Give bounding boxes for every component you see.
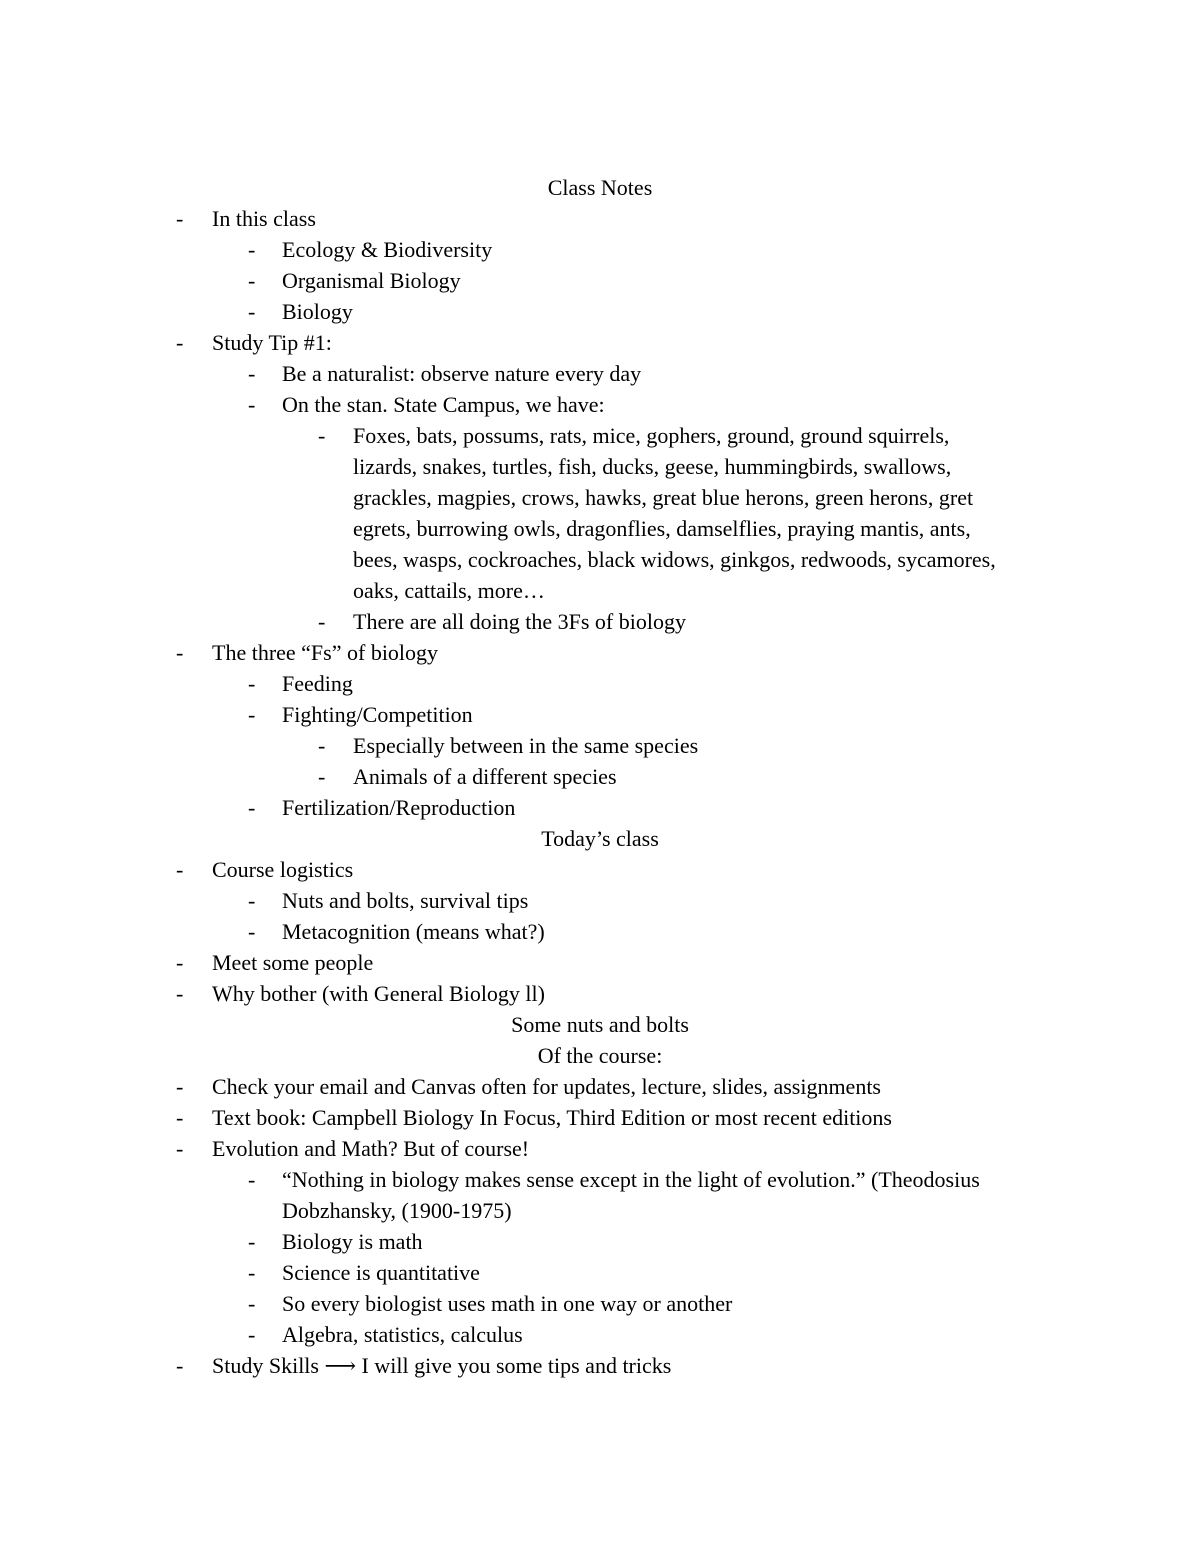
list-item-text: lizards, snakes, turtles, fish, ducks, geese, hummingbirds, swallows, <box>353 454 952 479</box>
list-item-level-2 <box>0 389 1200 420</box>
list-item-continuation <box>0 451 1200 482</box>
bullet-dash: - <box>248 361 256 386</box>
list-item-text: egrets, burrowing owls, dragonflies, damselflies, praying mantis, ants, <box>353 516 971 541</box>
list-item-text: Algebra, statistics, calculus <box>282 1322 523 1347</box>
bullet-dash: - <box>248 1167 256 1192</box>
list-item-level-2 <box>0 358 1200 389</box>
list-item-text: Foxes, bats, possums, rats, mice, gophers, ground, ground squirrels, <box>353 423 950 448</box>
list-item-continuation <box>0 575 1200 606</box>
list-item-level-2 <box>0 916 1200 947</box>
list-item-text: The three “Fs” of biology <box>212 640 439 665</box>
list-item-level-1 <box>0 1133 1200 1164</box>
bullet-dash: - <box>176 950 184 975</box>
list-item-level-2 <box>0 699 1200 730</box>
section-heading: Class Notes <box>547 175 653 200</box>
list-item-text: Metacognition (means what?) <box>282 919 545 944</box>
bullet-dash: - <box>318 423 326 448</box>
list-item-level-3 <box>0 761 1200 792</box>
bullet-dash: - <box>248 1291 256 1316</box>
list-item-level-2 <box>0 792 1200 823</box>
list-item-text: Dobzhansky, (1900-1975) <box>282 1198 512 1223</box>
list-item-level-2 <box>0 296 1200 327</box>
list-item-level-1 <box>0 1350 1200 1381</box>
list-item-text: Course logistics <box>212 857 354 882</box>
list-item-level-2 <box>0 668 1200 699</box>
list-item-level-3 <box>0 730 1200 761</box>
list-item-level-2 <box>0 1288 1200 1319</box>
list-item-level-2 <box>0 1226 1200 1257</box>
bullet-dash: - <box>248 795 256 820</box>
bullet-dash: - <box>248 392 256 417</box>
bullet-dash: - <box>176 640 184 665</box>
list-item-text: “Nothing in biology makes sense except in the light of evolution.” (Theodosius <box>282 1167 980 1192</box>
bullet-dash: - <box>176 1074 184 1099</box>
list-item-text: Nuts and bolts, survival tips <box>282 888 529 913</box>
list-item-text: Ecology & Biodiversity <box>282 237 493 262</box>
list-item-text: So every biologist uses math in one way or another <box>282 1291 733 1316</box>
list-item-continuation <box>0 1195 1200 1226</box>
list-item-level-1 <box>0 327 1200 358</box>
list-item-level-2 <box>0 1164 1200 1195</box>
bullet-dash: - <box>176 206 184 231</box>
bullet-dash: - <box>248 1260 256 1285</box>
bullet-dash: - <box>248 268 256 293</box>
section-heading: Some nuts and bolts <box>511 1012 689 1037</box>
list-item-level-2 <box>0 1257 1200 1288</box>
list-item-text: Biology is math <box>282 1229 423 1254</box>
list-item-text: Study Skills ⟶ I will give you some tips and tricks <box>212 1353 672 1378</box>
list-item-level-1 <box>0 854 1200 885</box>
list-item-text: Text book: Campbell Biology In Focus, Third Edition or most recent editions <box>212 1105 892 1130</box>
section-heading: Of the course: <box>537 1043 663 1068</box>
bullet-dash: - <box>176 1105 184 1130</box>
list-item-text: Check your email and Canvas often for updates, lecture, slides, assignments <box>212 1074 881 1099</box>
list-item-text: Be a naturalist: observe nature every day <box>282 361 642 386</box>
bullet-dash: - <box>248 702 256 727</box>
bullet-dash: - <box>176 857 184 882</box>
bullet-dash: - <box>318 764 326 789</box>
list-item-level-1 <box>0 637 1200 668</box>
list-item-text: Fighting/Competition <box>282 702 473 727</box>
document-page <box>0 172 1200 1381</box>
list-item-text: Study Tip #1: <box>212 330 332 355</box>
bullet-dash: - <box>318 733 326 758</box>
list-item-level-1 <box>0 1071 1200 1102</box>
list-item-text: Organismal Biology <box>282 268 461 293</box>
bullet-dash: - <box>318 609 326 634</box>
list-item-text: In this class <box>212 206 316 231</box>
list-item-text: Biology <box>282 299 353 324</box>
list-item-text: grackles, magpies, crows, hawks, great blue herons, green herons, gret <box>353 485 974 510</box>
list-item-text: bees, wasps, cockroaches, black widows, ginkgos, redwoods, sycamores, <box>353 547 996 572</box>
list-item-continuation <box>0 513 1200 544</box>
list-item-text: Animals of a different species <box>353 764 617 789</box>
list-item-level-2 <box>0 1319 1200 1350</box>
bullet-dash: - <box>248 1322 256 1347</box>
bullet-dash: - <box>176 981 184 1006</box>
list-item-level-1 <box>0 947 1200 978</box>
list-item-level-2 <box>0 234 1200 265</box>
list-item-text: Why bother (with General Biology ll) <box>212 981 545 1006</box>
bullet-dash: - <box>176 1136 184 1161</box>
list-item-continuation <box>0 544 1200 575</box>
list-item-text: Science is quantitative <box>282 1260 480 1285</box>
notes-body <box>0 172 1200 1381</box>
list-item-level-1 <box>0 203 1200 234</box>
list-item-level-1 <box>0 1102 1200 1133</box>
list-item-text: Meet some people <box>212 950 374 975</box>
list-item-continuation <box>0 482 1200 513</box>
bullet-dash: - <box>248 237 256 262</box>
list-item-level-2 <box>0 265 1200 296</box>
list-item-level-3 <box>0 420 1200 451</box>
list-item-level-2 <box>0 885 1200 916</box>
bullet-dash: - <box>248 1229 256 1254</box>
list-item-text: oaks, cattails, more… <box>353 578 545 603</box>
bullet-dash: - <box>248 671 256 696</box>
list-item-text: There are all doing the 3Fs of biology <box>353 609 686 634</box>
section-heading: Today’s class <box>541 826 659 851</box>
list-item-level-3 <box>0 606 1200 637</box>
list-item-text: Fertilization/Reproduction <box>282 795 516 820</box>
bullet-dash: - <box>248 299 256 324</box>
list-item-text: Feeding <box>282 671 353 696</box>
bullet-dash: - <box>248 888 256 913</box>
list-item-text: On the stan. State Campus, we have: <box>282 392 605 417</box>
bullet-dash: - <box>248 919 256 944</box>
bullet-dash: - <box>176 330 184 355</box>
bullet-dash: - <box>176 1353 184 1378</box>
list-item-text: Evolution and Math? But of course! <box>212 1136 530 1161</box>
list-item-level-1 <box>0 978 1200 1009</box>
list-item-text: Especially between in the same species <box>353 733 699 758</box>
